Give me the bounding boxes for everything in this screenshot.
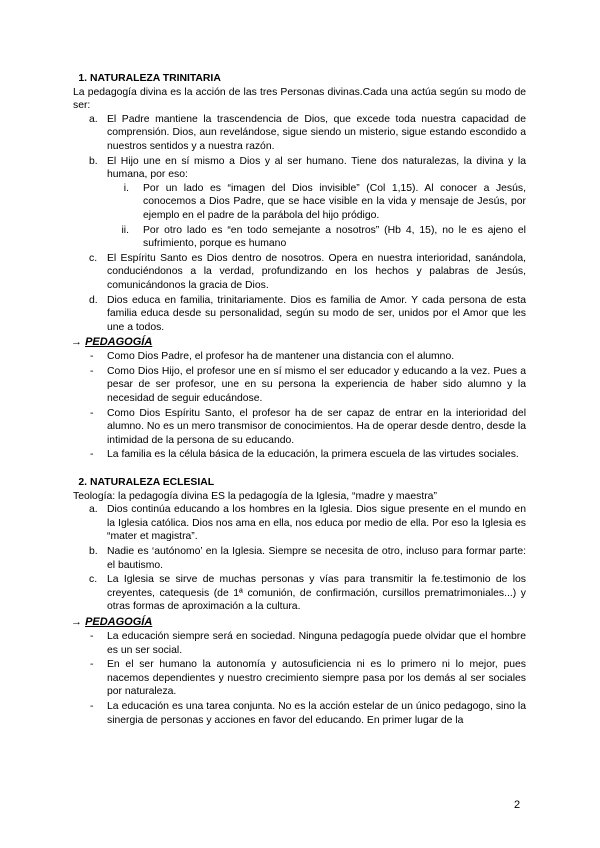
dash-marker: - (90, 365, 94, 377)
list-item-text: Dios continúa educando a los hombres en la Iglesia. Dios sigue presente en el mundo en la Iglesia católica. Dios nos ama en ella, nos educa por medio de ella. Por eso la Iglesia es “mater et magistra”. (107, 504, 526, 543)
list-item-text: La familia es la célula básica de la educación, la primera escuela de las virtudes sociales. (107, 449, 519, 461)
pedagogy-label: PEDAGOGÍA (85, 615, 153, 628)
section-title: NATURALEZA ECLESIAL (90, 477, 215, 489)
section-intro: La pedagogía divina es la acción de las tres Personas divinas.Cada una actúa según su modo de ser: (73, 86, 526, 112)
list-item-text: La Iglesia se sirve de muchas personas y vías para transmitir la fe.testimonio de los creyentes, catequesis (de 1ª comunión, de confirmación, cursillos prematrimoniales...) y otras formas de aproximación a la cultura. (107, 574, 526, 613)
section-heading-2 (73, 476, 526, 490)
dash-marker: - (90, 407, 94, 419)
list-item (73, 113, 526, 154)
list-item (73, 630, 526, 657)
list-item-text: En el ser humano la autonomía y autosuficiencia ni es lo primero ni lo mejor, pues nacemos dependientes y nuestro crecimiento siempre pasa por los demás al ser sociales por naturaleza. (107, 659, 526, 698)
sub-list-item-text: Por otro lado es “en todo semejante a nosotros” (Hb 4, 15), no le es ajeno el sufrimiento, porque es humano (143, 224, 526, 250)
section-intro: Teología: la pedagogía divina ES la pedagogía de la Iglesia, “madre y maestra” (73, 490, 437, 502)
dash-marker: - (90, 630, 94, 642)
sub-list (73, 182, 526, 251)
list-item-text: Dios educa en familia, trinitariamente. Dios es familia de Amor. Y cada persona de esta familia educa desde su personalidad, según su modo de ser, unidos por el Amor que les une a todos. (107, 294, 526, 333)
list-item-text: La educación siempre será en sociedad. Ninguna pedagogía puede olvidar que el hombre es un ser social. (107, 630, 526, 656)
list-item-text: Como Dios Hijo, el profesor une en sí mismo el ser educador y educando a la vez. Pues a pesar de ser profesor, une en su persona la experiencia de haber sido alumno y la necesidad de seguir educándose. (107, 365, 526, 405)
list-item (73, 350, 526, 364)
page-content (73, 72, 526, 728)
sub-list-marker: i. (123, 182, 129, 194)
section-1-list (73, 113, 526, 335)
list-marker: a. (89, 504, 98, 516)
list-marker: a. (89, 113, 98, 125)
list-item (73, 407, 526, 448)
list-item (73, 155, 526, 251)
section-2-list (73, 503, 526, 614)
arrow-right-icon: → (71, 336, 82, 349)
list-item-text: Nadie es ‘autónomo’ en la Iglesia. Siempre se necesita de otro, incluso para formar parte: el bautismo. (107, 546, 526, 571)
list-item-text: Como Dios Padre, el profesor ha de mantener una distancia con el alumno. (107, 351, 455, 363)
list-marker: b. (89, 155, 98, 167)
sub-list-item (73, 224, 526, 251)
sub-list-item (73, 182, 526, 223)
list-item (73, 503, 526, 544)
sub-list-item-text: Por un lado es “imagen del Dios invisible” (Col 1,15). Al conocer a Jesús, conocemos a Dios Padre, que se hace visible en la vida y mensaje de Jesús, por ejemplo en el padre de la parábola del hijo pródigo. (143, 182, 526, 221)
list-item (73, 573, 526, 614)
list-item-text: El Padre mantiene la trascendencia de Dios, que excede toda nuestra capacidad de comprensión. Dios, aun revelándose, sigue siendo un misterio, sigue estando escondido a nuestros sentidos y a nuestra razón. (107, 113, 526, 152)
list-item-text: La educación es una tarea conjunta. No es la acción estelar de un único pedagogo, sino la sinergia de personas y acciones en favor del educando. En primer lugar de la (107, 700, 526, 726)
list-item (73, 700, 526, 727)
pedagogy-label: PEDAGOGÍA (85, 336, 153, 349)
section-heading-1 (73, 72, 526, 86)
pedagogy-list (73, 630, 526, 727)
section-number: 1. (78, 73, 87, 84)
pedagogy-list (73, 350, 526, 462)
pedagogy-heading (71, 335, 526, 349)
list-item (73, 545, 526, 572)
section-title: NATURALEZA TRINITARIA (90, 73, 221, 84)
list-marker: c. (89, 574, 98, 586)
sub-list-marker: ii. (121, 224, 129, 236)
dash-marker: - (90, 700, 94, 712)
list-item-text: Como Dios Espíritu Santo, el profesor ha de ser capaz de entrar en la interioridad del alumno. No es un mero transmisor de conocimientos. Ha de operar desde dentro, desde la intimidad de la persona de su educando. (107, 407, 526, 446)
dash-marker: - (90, 659, 94, 671)
list-item (73, 658, 526, 699)
list-item-text: El Espíritu Santo es Dios dentro de nosotros. Opera en nuestra interioridad, sanándola, conduciéndonos a la verdad, profundizando en los hechos y palabras de Jesús, comunicándonos la gracia de Dios. (107, 252, 526, 291)
dash-marker: - (90, 449, 94, 461)
list-item-text: El Hijo une en sí mismo a Dios y al ser humano. Tiene dos naturalezas, la divina y la humana, por eso: (107, 155, 526, 181)
list-marker: d. (89, 294, 98, 306)
list-item (73, 365, 526, 406)
list-item (73, 294, 526, 335)
section-number: 2. (78, 477, 87, 489)
list-item (73, 448, 526, 462)
pedagogy-heading (71, 615, 526, 629)
arrow-right-icon: → (71, 615, 82, 628)
list-marker: b. (89, 546, 98, 557)
dash-marker: - (90, 351, 94, 363)
page-number: 2 (514, 799, 521, 811)
list-marker: c. (89, 252, 98, 264)
list-item (73, 252, 526, 293)
